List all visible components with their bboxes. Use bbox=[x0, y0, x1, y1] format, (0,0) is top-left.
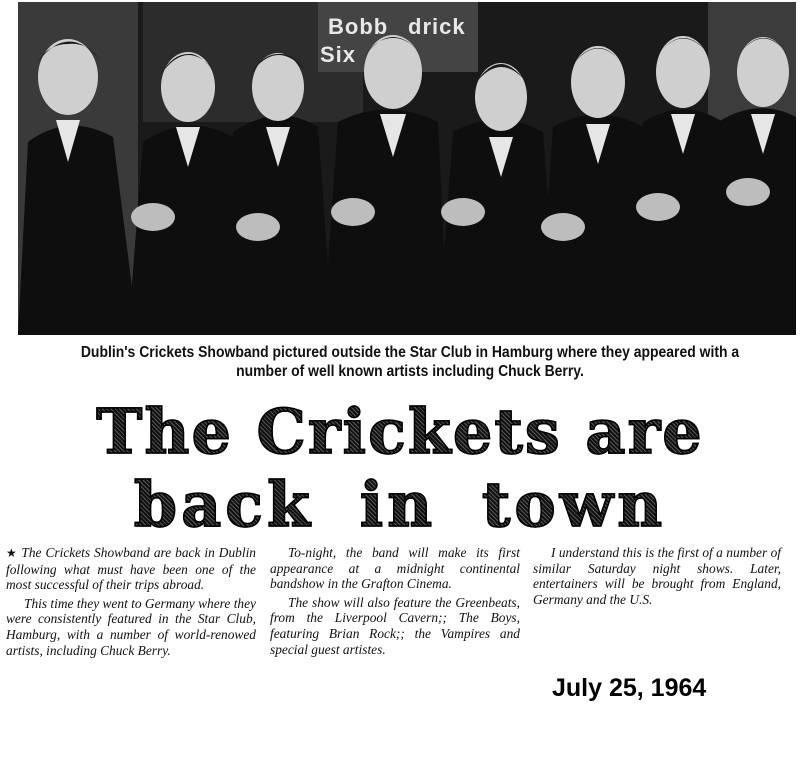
headline-line-2: back in town bbox=[0, 470, 800, 540]
col1-paragraph-1 bbox=[6, 545, 256, 593]
caption-line-2: number of well known artists including Chuck Berry. bbox=[236, 363, 584, 380]
caption-line-1: Dublin's Crickets Showband pictured outside the Star Club in Hamburg where they appeared with a bbox=[80, 344, 740, 361]
sign-text-3: Six bbox=[320, 42, 357, 67]
band-photo bbox=[18, 2, 796, 335]
article-column-3 bbox=[533, 545, 781, 610]
article-column-2 bbox=[270, 545, 520, 660]
col3-paragraph-1: I understand this is the first of a number of similar Saturday night shows. Later, entertainers will be brought from England, Germany and the U.S. bbox=[533, 545, 781, 607]
col2-paragraph-1: To-night, the band will make its first appearance at a midnight continental bandshow in the Grafton Cinema. bbox=[270, 545, 520, 592]
sign-text-1: Bobb bbox=[328, 14, 389, 39]
article-column-1 bbox=[6, 545, 256, 661]
headline-line-1: The Crickets are bbox=[0, 397, 800, 467]
band-photo-illustration bbox=[18, 2, 796, 335]
star-icon: ★ bbox=[6, 546, 18, 560]
sign-text-2: drick bbox=[408, 14, 466, 39]
date-stamp: July 25, 1964 bbox=[552, 674, 707, 702]
col1-paragraph-2: This time they went to Germany where they were consistently featured in the Star Club, Hamburg, with a number of world-renowed artists, including Chuck Berry. bbox=[6, 595, 256, 658]
photo-caption bbox=[68, 343, 752, 381]
col1-paragraph-1-text: The Crickets Showband are back in Dublin following what must have been one of the most successful of their trips abroad. bbox=[6, 545, 256, 593]
col2-paragraph-2: The show will also feature the Greenbeats, from the Liverpool Cavern;; The Boys, featuring Brian Rock;; the Vampires and special guest artistes. bbox=[270, 594, 520, 657]
